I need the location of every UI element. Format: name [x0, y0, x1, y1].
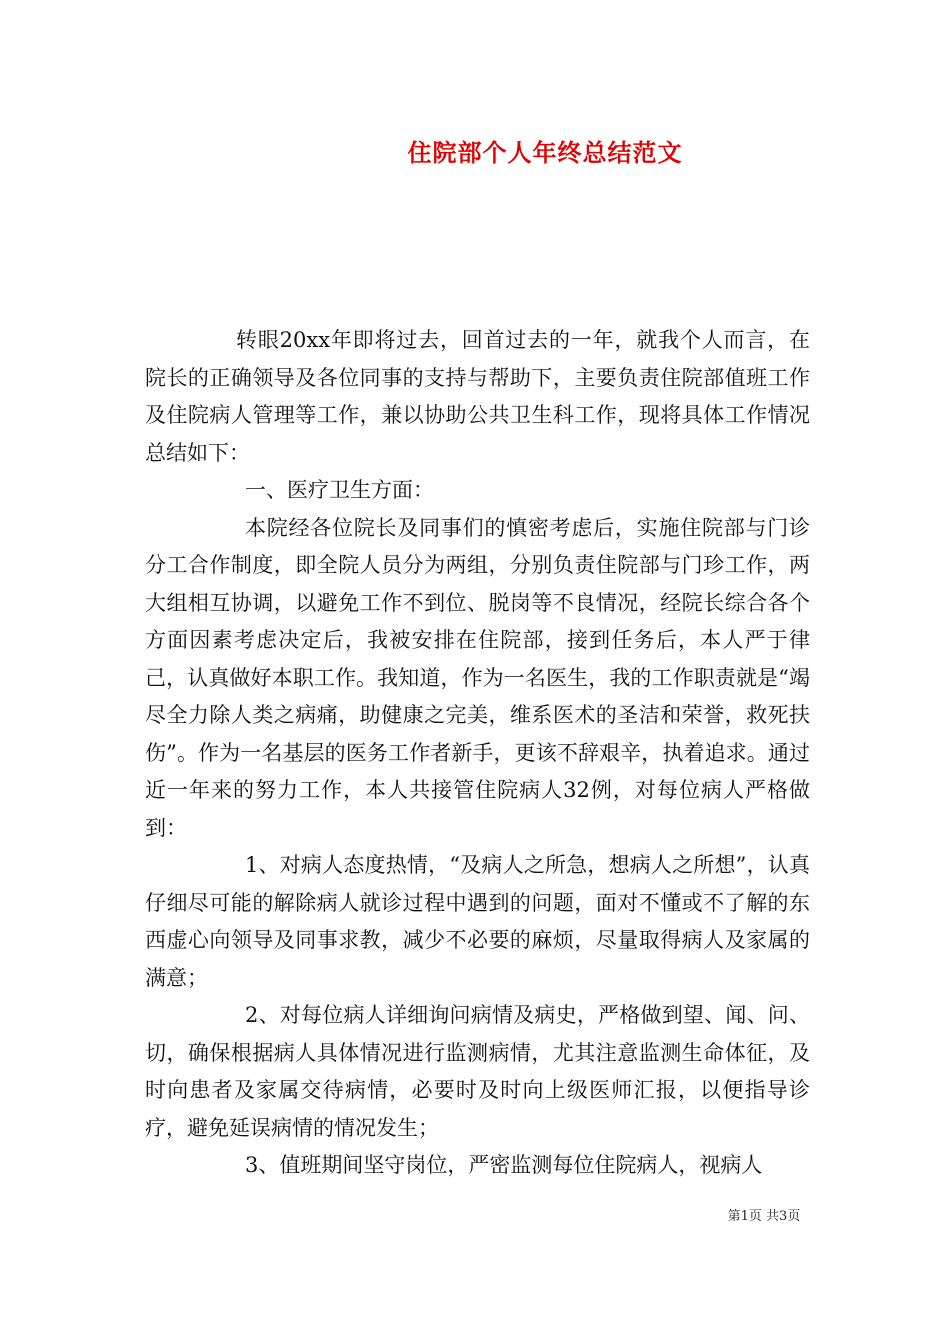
list-item-1: 1、对病人态度热情，“及病人之所急，想病人之所想”，认真仔细尽可能的解除病人就诊过程中遇到的问题，面对不懂或不了解的东西虚心向领导及同事求教，减少不必要的麻烦，尽量取得病人及家属的满意； [145, 853, 810, 990]
document-title: 住院部个人年终总结范文 [407, 138, 683, 167]
list-item-3: 3、值班期间坚守岗位，严密监测每位住院病人，视病人 [245, 1153, 763, 1177]
document-body [145, 322, 810, 1185]
paragraph-medical-work: 本院经各位院长及同事们的慎密考虑后，实施住院部与门诊分工合作制度，即全院人员分为两组，分别负责住院部与门珍工作，两大组相互协调，以避免工作不到位、脱岗等不良情况，经院长综合各个方面因素考虑决定后，我被安排在住院部，接到任务后，本人严于律己，认真做好本职工作。我知道，作为一名医生，我的工作职责就是“竭尽全力除人类之病痛，助健康之完美，维系医术的圣洁和荣誉，救死扶伤”。作为一名基层的医务工作者新手，更该不辞艰辛，执着追求。通过近一年来的努力工作，本人共接管住院病人32例，对每位病人严格做到： [145, 515, 810, 840]
paragraph-intro: 转眼20xx年即将过去，回首过去的一年，就我个人而言，在院长的正确领导及各位同事的支持与帮助下，主要负责住院部值班工作及住院病人管理等工作，兼以协助公共卫生科工作，现将具体工作情况总结如下： [145, 328, 810, 465]
page-number-footer: 第1页 共3页 [727, 1209, 801, 1224]
section-heading-medical: 一、医疗卫生方面： [245, 478, 434, 502]
list-item-2: 2、对每位病人详细询问病情及病史，严格做到望、闻、问、切，确保根据病人具体情况进行监测病情，尤其注意监测生命体征，及时向患者及家属交待病情，必要时及时向上级医师汇报，以便指导诊疗，避免延误病情的情况发生； [145, 1003, 810, 1140]
